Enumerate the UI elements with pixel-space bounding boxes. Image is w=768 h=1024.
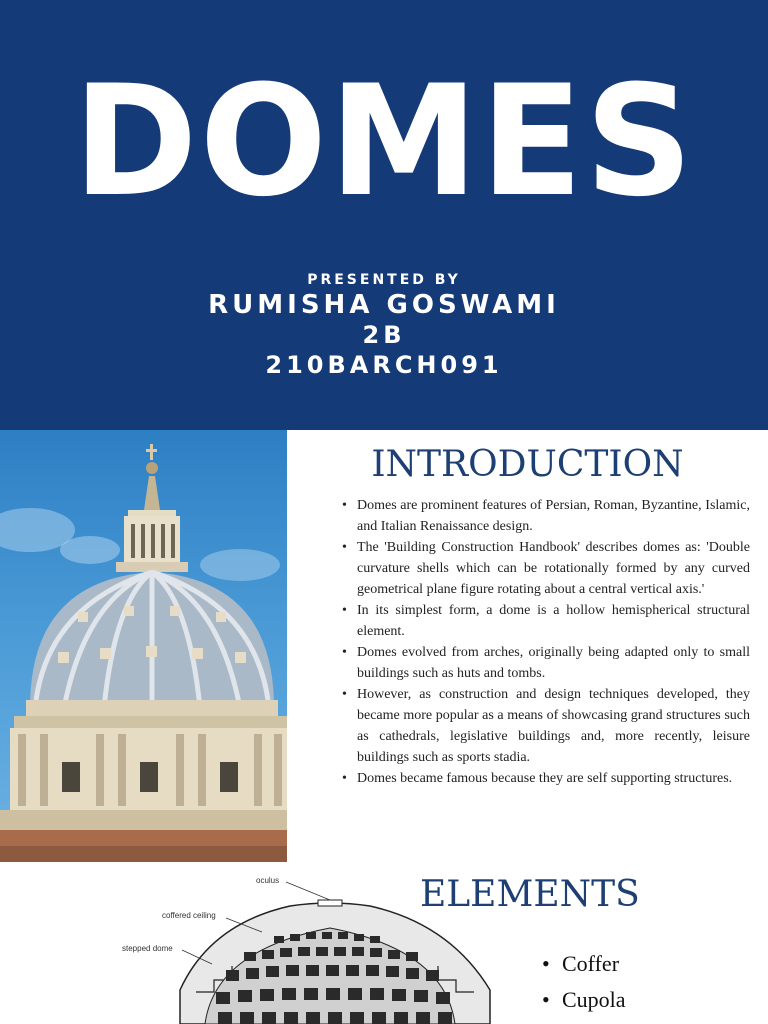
diagram-label-oculus: oculus [256, 876, 280, 885]
diagram-label-stepped-dome: stepped dome [122, 944, 173, 953]
presenter-name: RUMISHA GOSWAMI [208, 290, 560, 320]
dome-photo [0, 430, 287, 862]
presenter-roll-number: 210BARCH091 [265, 351, 503, 379]
presented-by-label: PRESENTED BY [307, 272, 461, 288]
introduction-heading: INTRODUCTION [371, 444, 684, 485]
introduction-list [338, 495, 750, 789]
presenter-class: 2B [362, 321, 406, 349]
list-item: • However, as construction and design techniques developed, they became more popular as a means of showcasing grand structures such as cathedrals, legislative buildings and, more recently, leisure buildings such as sports stadia. [338, 684, 750, 768]
title-banner [0, 0, 768, 430]
page-title: DOMES [73, 53, 695, 231]
list-item: • The 'Building Construction Handbook' describes domes as: 'Double curvature shells which can be rotationally formed by any curved geometrical plane figure rotating about a central vertical axis.' [338, 537, 750, 600]
list-item: • Cupola [540, 982, 626, 1018]
elements-heading: ELEMENTS [420, 874, 640, 915]
elements-list [540, 946, 626, 1018]
list-item: • In its simplest form, a dome is a hollow hemispherical structural element. [338, 600, 750, 642]
list-item: • Domes are prominent features of Persian, Roman, Byzantine, Islamic, and Italian Renaissance design. [338, 495, 750, 537]
list-item: • Coffer [540, 946, 626, 982]
diagram-label-coffered-ceiling: coffered ceiling [162, 911, 216, 920]
list-item: • Domes became famous because they are self supporting structures. [338, 768, 750, 789]
list-item: • Domes evolved from arches, originally being adapted only to small buildings such as huts and tombs. [338, 642, 750, 684]
